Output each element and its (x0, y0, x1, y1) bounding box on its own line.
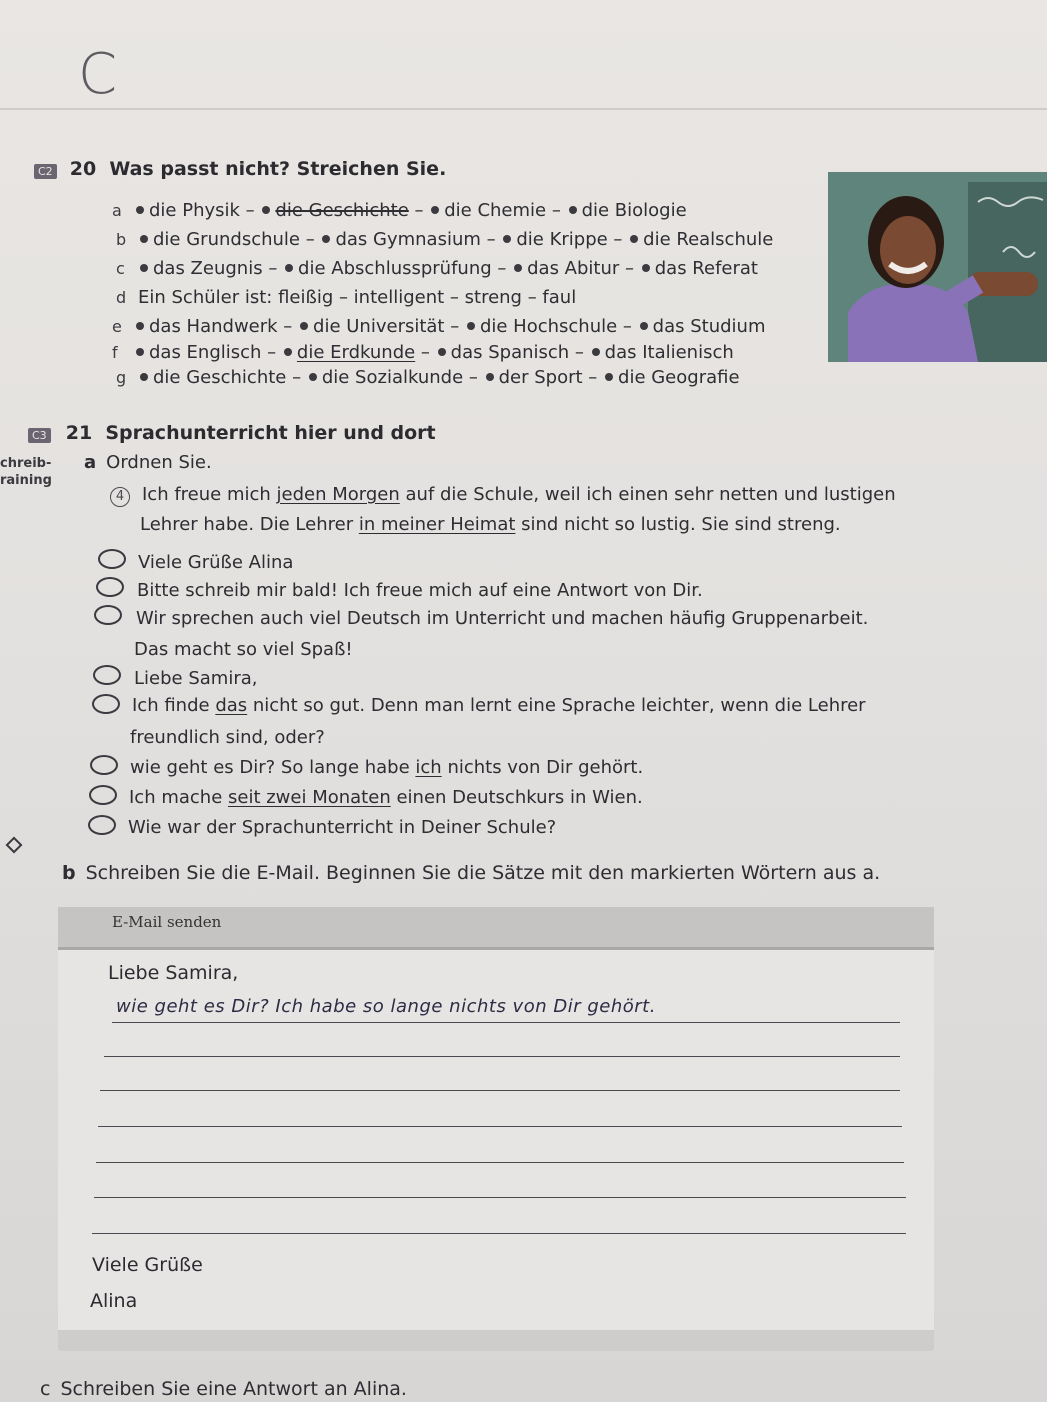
order-circle[interactable] (96, 577, 124, 597)
ex21-number: 21 (65, 422, 93, 444)
order-circle[interactable] (88, 815, 116, 835)
ex21-heading (28, 422, 436, 444)
instruction-text: Schreiben Sie die E-Mail. Beginnen Sie die Sätze mit den markierten Wörtern aus a. (85, 862, 881, 884)
diamond-icon (6, 837, 23, 854)
part-letter: a (84, 452, 97, 473)
ex20-heading (34, 158, 446, 180)
word: das Englisch (149, 342, 262, 363)
bullet-dot (136, 206, 144, 214)
bullet-dot (640, 322, 648, 330)
word: die Geografie (618, 367, 740, 388)
row-letter: f (112, 343, 118, 362)
row-letter: d (116, 288, 127, 307)
writing-line[interactable] (112, 1022, 900, 1023)
email-closing: Viele Grüße (92, 1254, 203, 1276)
ex21b-instruction (62, 862, 880, 884)
ordering-item-cont: Das macht so viel Spaß! (134, 639, 353, 660)
bullet-dot (569, 206, 577, 214)
word: die Hochschule (479, 316, 618, 337)
ordering-item: Liebe Samira, (134, 668, 258, 689)
bullet-dot (642, 264, 650, 272)
instruction-text: Schreiben Sie eine Antwort an Alina. (60, 1378, 407, 1400)
word: das Studium (652, 316, 766, 337)
word: die Krippe (516, 229, 608, 250)
writing-line[interactable] (94, 1197, 906, 1198)
ordering-item-cont: freundlich sind, oder? (130, 727, 325, 748)
word: das Gymnasium (335, 229, 481, 250)
ex21-title: Sprachunterricht hier und dort (105, 422, 436, 444)
bullet-dot (322, 235, 330, 243)
bullet-dot (514, 264, 522, 272)
row-letter: g (116, 368, 127, 387)
ordering-item: Ich freue mich jeden Morgen auf die Schule, weil ich einen sehr netten und lustigen (142, 484, 896, 505)
order-circle[interactable] (98, 549, 126, 569)
ordering-item-cont: Lehrer habe. Die Lehrer in meiner Heimat sind nicht so lustig. Sie sind streng. (140, 514, 841, 535)
word: das Zeugnis (153, 258, 263, 279)
ex20-row-b[interactable]: b die Grundschule – das Gymnasium – die Krippe – die Realschule (116, 229, 774, 250)
send-email-button[interactable]: E-Mail senden (112, 913, 222, 931)
ex20-number: 20 (69, 158, 97, 180)
word: das Referat (654, 258, 758, 279)
instruction-text: Ordnen Sie. (106, 452, 212, 473)
bullet-dot (438, 348, 446, 356)
word-struck: die Geschichte (275, 200, 409, 221)
writing-line[interactable] (98, 1126, 902, 1127)
order-circle[interactable] (93, 665, 121, 685)
word: die Physik (149, 200, 240, 221)
ex20-row-c[interactable]: c das Zeugnis – die Abschlussprüfung – das Abitur – das Referat (116, 258, 758, 279)
bullet-dot (486, 373, 494, 381)
word: die Biologie (581, 200, 687, 221)
bullet-dot (592, 348, 600, 356)
row-letter: c (116, 259, 125, 278)
writing-line[interactable] (96, 1162, 904, 1163)
bullet-dot (309, 373, 317, 381)
ordering-item: Wie war der Sprachunterricht in Deiner Schule? (128, 817, 557, 838)
row-letter: e (112, 317, 122, 336)
ex20-row-e[interactable]: e das Handwerk – die Universität – die Hochschule – das Studium (112, 316, 766, 337)
header-divider (0, 108, 1047, 110)
side-label (0, 455, 52, 489)
ex20-title: Was passt nicht? Streichen Sie. (109, 158, 447, 180)
ordering-item: wie geht es Dir? So lange habe ich nichts von Dir gehört. (130, 757, 644, 778)
bullet-dot (140, 235, 148, 243)
bullet-dot (467, 322, 475, 330)
word: die Realschule (643, 229, 774, 250)
order-circle[interactable] (92, 694, 120, 714)
email-handwritten-line: wie geht es Dir? Ich habe so lange nichts von Dir gehört. (116, 996, 656, 1017)
teacher-illustration (828, 172, 1047, 362)
bullet-dot (140, 264, 148, 272)
side-label-line: chreib- (0, 456, 52, 471)
order-circle[interactable] (90, 755, 118, 775)
ordering-item: Wir sprechen auch viel Deutsch im Unterricht und machen häufig Gruppenarbeit. (136, 608, 869, 629)
row-letter: a (112, 201, 122, 220)
word: das Abitur (527, 258, 620, 279)
row-text: Ein Schüler ist: fleißig – intelligent – streng – faul (138, 287, 577, 308)
bullet-dot (284, 348, 292, 356)
email-signature: Alina (90, 1290, 138, 1312)
word: das Italienisch (604, 342, 734, 363)
ex21a-instruction (84, 452, 212, 473)
row-letter: b (116, 230, 127, 249)
writing-line[interactable] (92, 1233, 906, 1234)
word: die Sozialkunde (321, 367, 464, 388)
bullet-dot (630, 235, 638, 243)
ordering-item: Ich finde das nicht so gut. Denn man lernt eine Sprache leichter, wenn die Lehrer (132, 695, 866, 716)
bullet-dot (431, 206, 439, 214)
word: die Chemie (444, 200, 547, 221)
email-greeting: Liebe Samira, (108, 962, 239, 984)
word: die Universität (313, 316, 445, 337)
writing-line[interactable] (104, 1056, 900, 1057)
part-letter: c (40, 1378, 51, 1400)
ordering-item: Viele Grüße Alina (138, 552, 294, 573)
ex20-row-f[interactable]: f das Englisch – die Erdkunde – das Spanisch – das Italienisch (112, 342, 734, 363)
ex21-badge: C3 (28, 428, 51, 443)
bullet-dot (262, 206, 270, 214)
ex20-badge: C2 (34, 164, 57, 179)
order-circle[interactable] (94, 605, 122, 625)
ordering-item: Bitte schreib mir bald! Ich freue mich auf eine Antwort von Dir. (137, 580, 703, 601)
chapter-letter: C (78, 42, 118, 107)
bullet-dot (300, 322, 308, 330)
part-letter: b (62, 862, 76, 884)
ex20-row-a[interactable]: a die Physik – die Geschichte – die Chemie – die Biologie (112, 200, 687, 221)
ex20-row-d[interactable] (116, 287, 576, 308)
word: die Geschichte (153, 367, 287, 388)
word: das Handwerk (149, 316, 278, 337)
writing-line[interactable] (100, 1090, 900, 1091)
side-label-line: raining (0, 473, 52, 488)
ex21c-instruction (40, 1378, 407, 1400)
word: die Abschlussprüfung (298, 258, 492, 279)
ex20-row-g[interactable]: g die Geschichte – die Sozialkunde – der Sport – die Geografie (116, 367, 740, 388)
order-number-4[interactable]: 4 (110, 487, 130, 507)
bullet-dot (136, 322, 144, 330)
word: die Grundschule (153, 229, 300, 250)
bullet-dot (503, 235, 511, 243)
teacher-photo (828, 172, 1047, 362)
bullet-dot (605, 373, 613, 381)
ordering-item: Ich mache seit zwei Monaten einen Deutschkurs in Wien. (129, 787, 643, 808)
bullet-dot (136, 348, 144, 356)
word: das Spanisch (450, 342, 570, 363)
bullet-dot (285, 264, 293, 272)
word: der Sport (498, 367, 583, 388)
word: die Erdkunde (296, 342, 416, 363)
bullet-dot (140, 373, 148, 381)
order-circle[interactable] (89, 785, 117, 805)
